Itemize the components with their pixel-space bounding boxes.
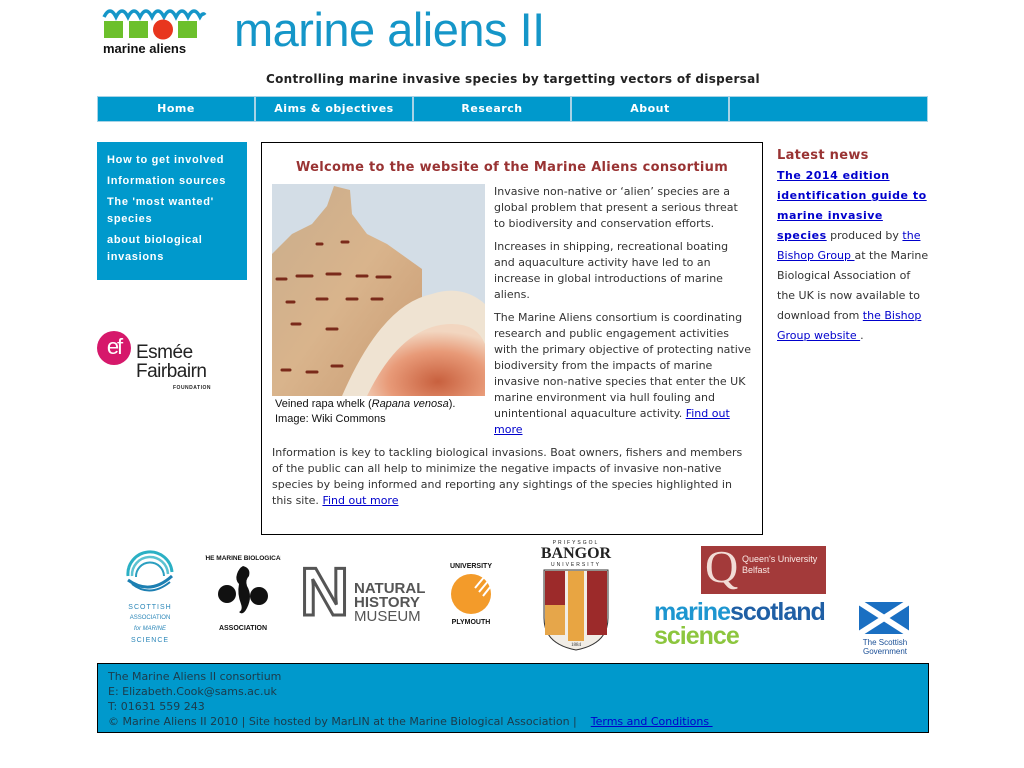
mss-word-scotland: scotland — [729, 598, 825, 626]
wave-squares-icon — [102, 4, 207, 42]
marine-scotland-science-logo[interactable] — [654, 600, 844, 654]
sams-line3: for MARINE — [133, 626, 166, 632]
paragraph-3-text: The Marine Aliens consortium is coordinating research and public engagement activities with the primary objective of protecting native biodiversity from the impacts of marine invasive non-native species that enter the UK marine environment via hull fouling and unintentional aquaculture activity. — [494, 311, 752, 420]
bangor-top: PRIFYSGOL — [552, 540, 600, 546]
nhm-line2: HISTORY — [354, 594, 420, 611]
caption-credit: Image: Wiki Commons — [275, 413, 386, 425]
latest-news — [777, 148, 929, 346]
mss-word-science: science — [654, 622, 739, 650]
sidebar-link-most-wanted[interactable]: The 'most wanted' species — [107, 196, 214, 225]
news-body — [777, 166, 929, 346]
mba-ring-bottom: ASSOCIATION — [218, 625, 268, 632]
terms-conditions-link[interactable]: Terms and Conditions — [590, 715, 713, 728]
sponsor-name-line1: Esmée — [136, 342, 193, 363]
bangor-sub: UNIVERSITY — [550, 562, 601, 568]
footer-copyright-row — [108, 714, 918, 729]
saltire-flag-icon — [859, 602, 909, 634]
whelk-figure — [272, 184, 486, 427]
news-heading: Latest news — [777, 148, 869, 163]
queens-line2: Belfast — [742, 565, 770, 575]
welcome-body — [272, 184, 752, 509]
ef-mark-icon: ef — [97, 331, 131, 365]
footer-copyright: © Marine Aliens II 2010 | Site hosted by MarLIN at the Marine Biological Association | — [108, 715, 591, 728]
site-footer — [97, 663, 929, 733]
intro-paragraph-1: Invasive non-native or ‘alien’ species are a global problem that present a serious threat to biodiversity and conservation efforts. — [494, 185, 738, 230]
intro-paragraph-4 — [272, 445, 752, 509]
mba-ring-top: THE MARINE BIOLOGICAL — [205, 555, 281, 562]
mss-word-marine: marine — [654, 598, 730, 626]
news-text-3: . — [860, 329, 864, 342]
plymouth-ring-top: UNIVERSITY — [449, 563, 493, 570]
bangor-year: 1884 — [571, 643, 581, 648]
nhm-line1: NATURAL — [354, 580, 426, 597]
find-out-more-link-2[interactable]: Find out more — [322, 494, 399, 507]
plymouth-logo[interactable] — [437, 558, 505, 626]
nhm-line3: MUSEUM — [354, 608, 421, 625]
plymouth-ring-bottom: PLYMOUTH — [451, 619, 491, 626]
rapa-whelk-photo — [272, 184, 485, 396]
plymouth-sun-icon — [437, 558, 505, 626]
sidebar-link-get-involved[interactable]: How to get involved — [107, 154, 225, 166]
sams-line1: SCOTTISH — [128, 604, 172, 611]
find-out-more-link-1[interactable]: Find out more — [494, 407, 730, 436]
news-text-1: produced by — [826, 229, 903, 242]
mba-logo[interactable] — [205, 552, 281, 632]
tagline: Controlling marine invasive species by targetting vectors of dispersal — [266, 72, 760, 86]
bangor-crest-icon — [540, 568, 612, 652]
footer-email: E: Elizabeth.Cook@sams.ac.uk — [108, 685, 277, 698]
nav-research[interactable]: Research — [414, 97, 572, 121]
nav-aims-objectives[interactable]: Aims & objectives — [256, 97, 414, 121]
intro-paragraph-2: Increases in shipping, recreational boating and aquaculture activity have led to an increase in global introductions of marine aliens. — [494, 240, 729, 301]
sidebar-link-information-sources[interactable]: Information sources — [107, 175, 227, 187]
bangor-name: BANGOR — [540, 545, 612, 562]
queens-belfast-logo[interactable] — [701, 541, 826, 594]
sponsor-name-line2: Fairbairn — [136, 361, 207, 382]
sponsor-foundation: FOUNDATION — [173, 385, 211, 391]
main-nav — [97, 96, 928, 122]
whelk-shell-image — [272, 184, 485, 396]
esmee-fairbairn-logo[interactable] — [97, 329, 219, 393]
partner-logos — [97, 538, 929, 658]
caption-species: Rapana venosa — [371, 398, 449, 410]
scotgov-line2: Government — [862, 647, 908, 656]
nhm-logo[interactable] — [300, 554, 426, 630]
caption-suffix: ). — [448, 398, 456, 410]
news-text-2: at the Marine Biological Association of the UK is now available to download from — [777, 249, 929, 322]
sidebar-link-biological-invasions[interactable]: about biological invasions — [107, 234, 203, 263]
id-guide-link[interactable]: The 2014 edition identification guide to marine invasive species — [777, 169, 927, 242]
bishop-group-website-link[interactable]: the Bishop Group website — [777, 309, 922, 342]
welcome-panel — [261, 142, 763, 535]
logo-caption: marine aliens — [103, 41, 187, 56]
seahorse-icon — [205, 552, 281, 632]
sponsor-name — [136, 343, 206, 381]
site-title: marine aliens II — [234, 3, 545, 56]
welcome-heading: Welcome to the website of the Marine Aliens consortium — [295, 160, 729, 175]
sams-logo[interactable] — [124, 546, 176, 654]
nav-filler — [730, 97, 927, 121]
sams-wave-icon — [124, 546, 176, 598]
paragraph-4-text: Information is key to tackling biological invasions. Boat owners, fishers and members of the public can all help to minimize the negative impacts of invasive non-native species by being informed and reporting any sightings of the species highlighted in this site. — [272, 446, 743, 507]
marine-aliens-logo[interactable] — [102, 4, 207, 56]
caption-prefix: Veined rapa whelk ( — [275, 398, 372, 410]
footer-phone: T: 01631 559 243 — [108, 700, 205, 713]
nav-about[interactable]: About — [572, 97, 730, 121]
scottish-government-logo[interactable] — [859, 602, 911, 656]
nhm-n-mark: N — [300, 554, 350, 630]
bishop-group-link[interactable]: the Bishop Group — [777, 229, 921, 262]
queens-line1: Queen's University — [742, 554, 818, 564]
scotgov-line1: The Scottish — [862, 638, 908, 647]
bangor-logo[interactable] — [540, 540, 612, 656]
sidebar-menu — [97, 142, 247, 280]
footer-consortium: The Marine Aliens II consortium — [108, 670, 282, 683]
nav-home[interactable]: Home — [98, 97, 256, 121]
figure-caption — [272, 397, 486, 427]
sams-line4: SCIENCE — [130, 637, 170, 644]
sams-line2: ASSOCIATION — [129, 615, 171, 621]
queens-q-mark: Q — [705, 541, 739, 592]
